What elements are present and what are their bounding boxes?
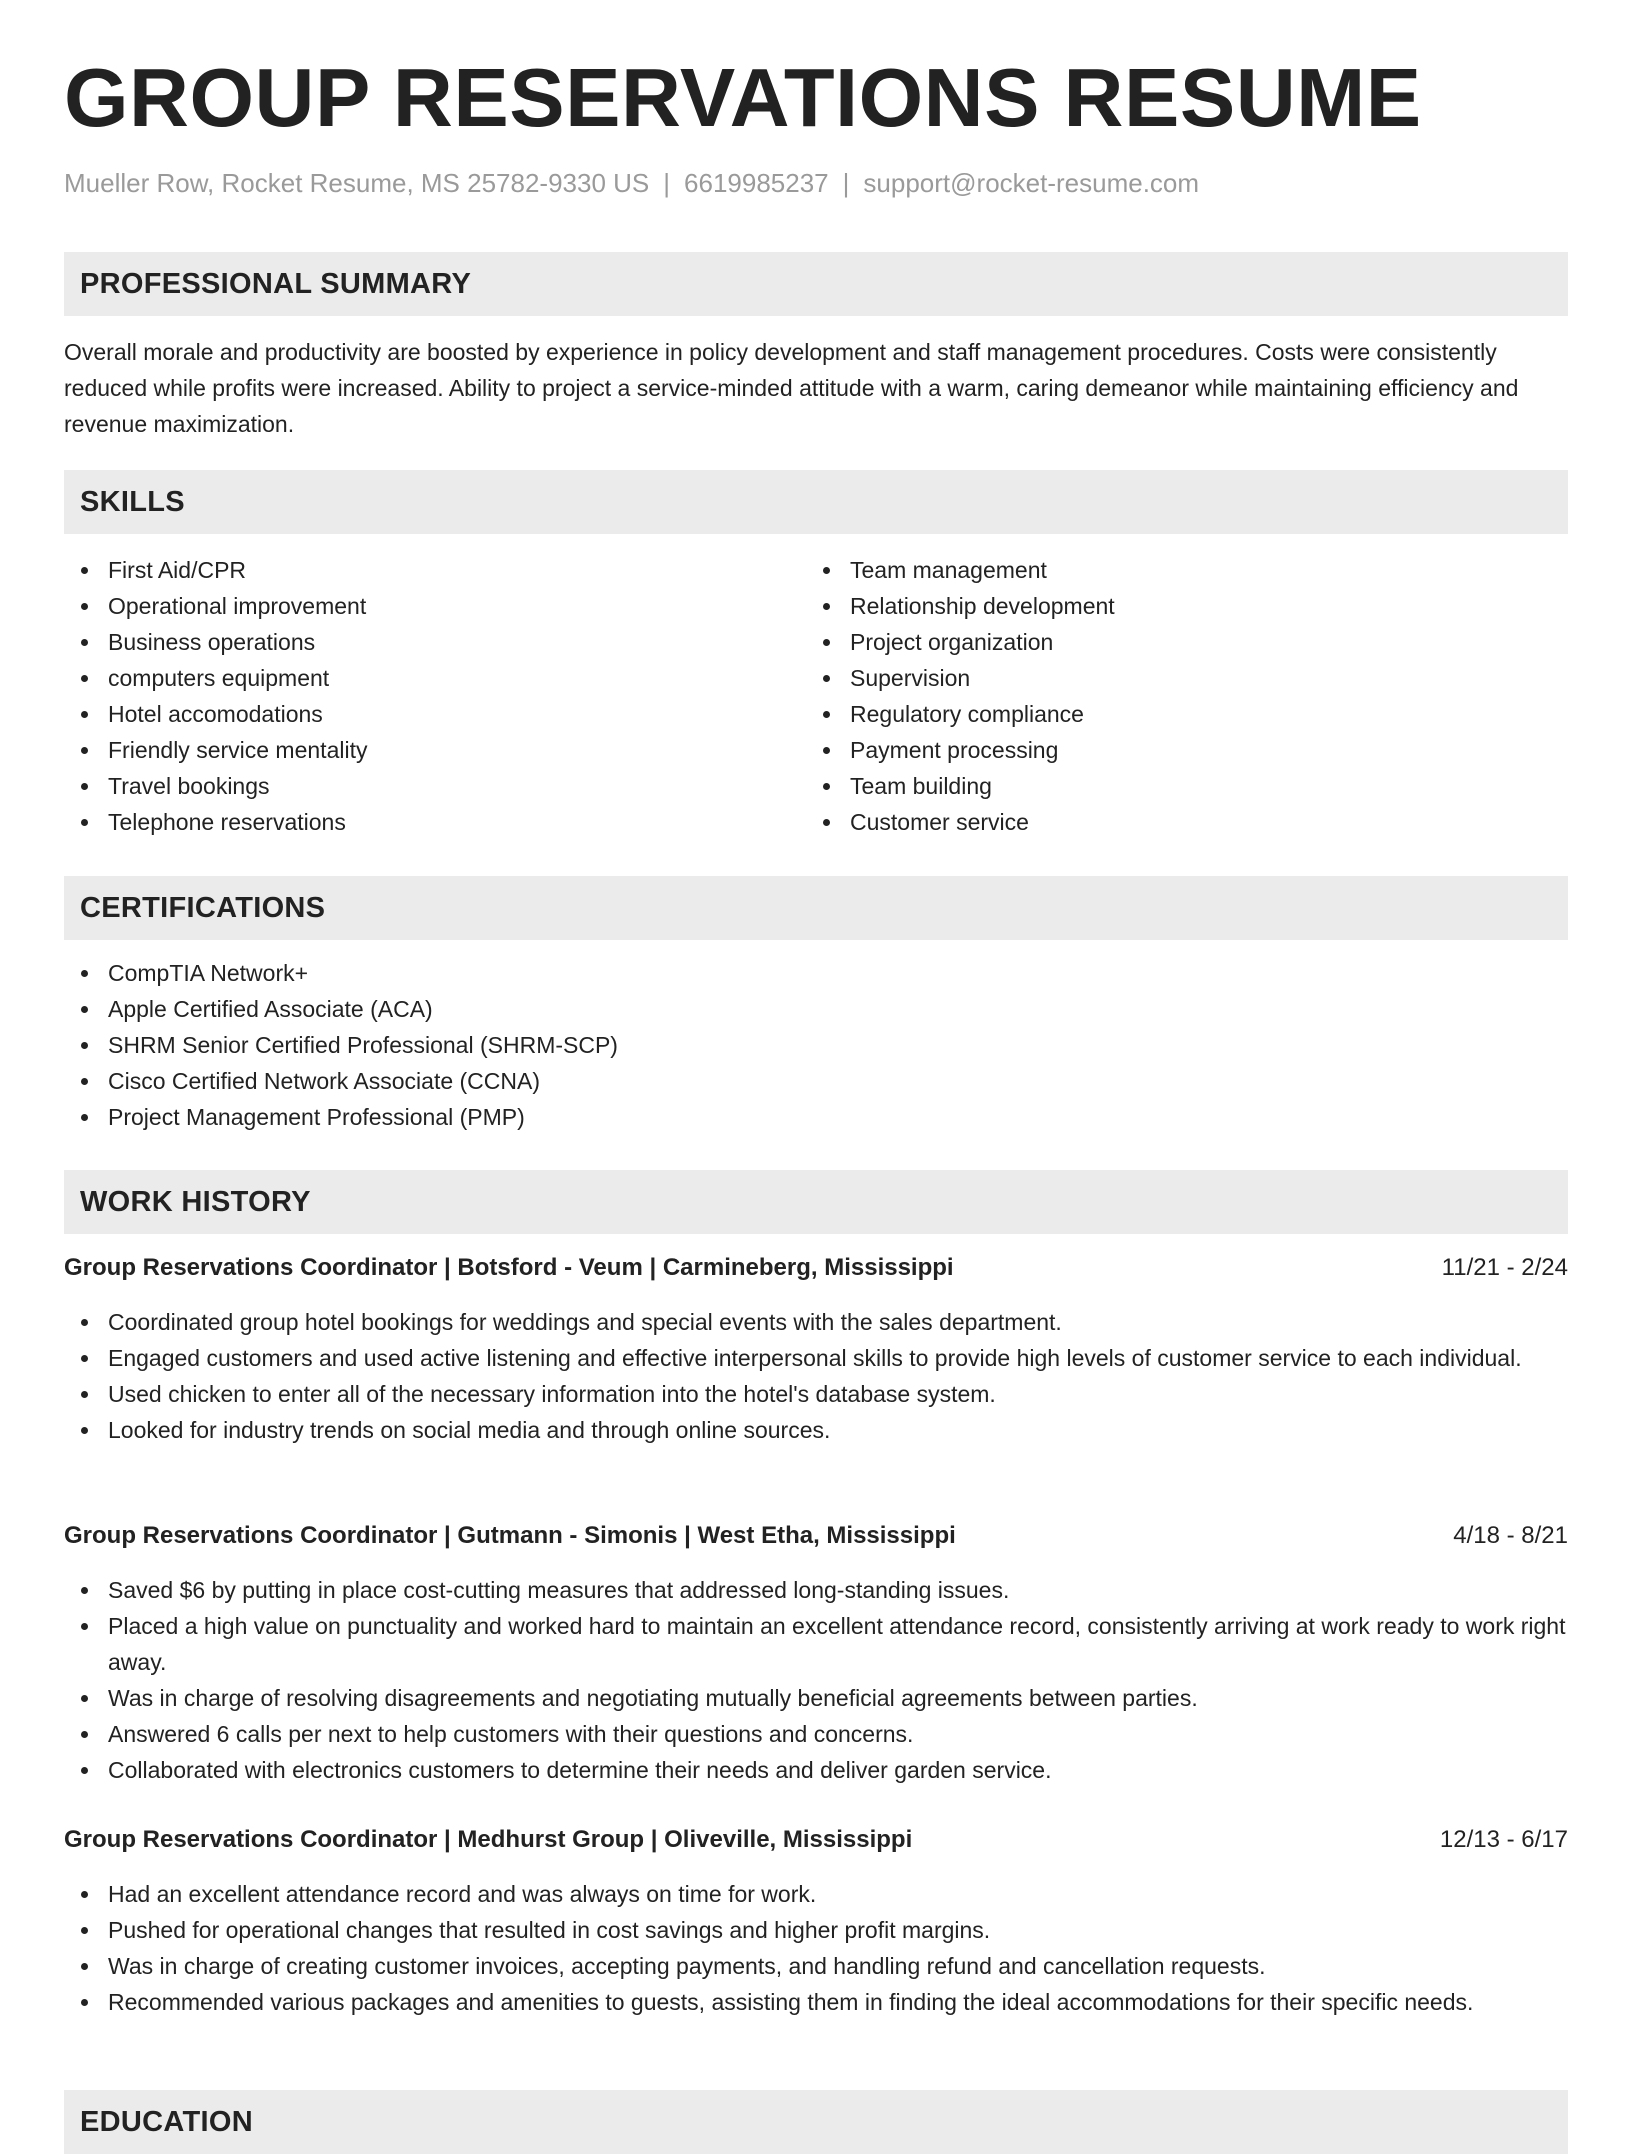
- summary-text: Overall morale and productivity are boosted by experience in policy development and staff management procedures. Costs were consistently reduced while profits were increased. Ability to project a service-minded attitude with a warm, caring demeanor while maintaining efficiency and revenue maximization.: [64, 339, 1519, 437]
- job-duty-item: Pushed for operational changes that resulted in cost savings and higher profit margins.: [64, 1912, 1568, 1948]
- skill-item: computers equipment: [64, 660, 804, 696]
- contact-email: support@rocket-resume.com: [863, 168, 1200, 198]
- skill-item: Payment processing: [806, 732, 1566, 768]
- section-header-summary: PROFESSIONAL SUMMARY: [64, 252, 1568, 316]
- job-title: Group Reservations Coordinator | Botsford - Veum | Carmineberg, Mississippi: [64, 1254, 954, 1281]
- resume-name: GROUP RESERVATIONS RESUME: [64, 51, 1422, 144]
- skill-item: Hotel accomodations: [64, 696, 804, 732]
- job-duties-list: [64, 1304, 1568, 1448]
- contact-address: Mueller Row, Rocket Resume, MS 25782-9330 US: [64, 168, 650, 198]
- job-duty-item: Placed a high value on punctuality and worked hard to maintain an excellent attendance record, consistently arriving at work ready to work right away.: [64, 1608, 1568, 1680]
- certifications-list: [64, 955, 1568, 1135]
- job-duty-item: Was in charge of resolving disagreements and negotiating mutually beneficial agreements between parties.: [64, 1680, 1568, 1716]
- skill-item: Team building: [806, 768, 1566, 804]
- job-duty-item: Recommended various packages and amenities to guests, assisting them in finding the ideal accommodations for their specific needs.: [64, 1984, 1568, 2020]
- certification-item: Cisco Certified Network Associate (CCNA): [64, 1063, 1568, 1099]
- job-title: Group Reservations Coordinator | Gutmann - Simonis | West Etha, Mississippi: [64, 1522, 956, 1549]
- certification-item: Apple Certified Associate (ACA): [64, 991, 1568, 1027]
- skill-item: Operational improvement: [64, 588, 804, 624]
- contact-line: [64, 168, 1199, 199]
- section-header-skills: SKILLS: [64, 470, 1568, 534]
- skill-item: Team management: [806, 552, 1566, 588]
- section-header-certifications: CERTIFICATIONS: [64, 876, 1568, 940]
- job-dates: 11/21 - 2/24: [1441, 1254, 1568, 1281]
- job-duty-item: Coordinated group hotel bookings for weddings and special events with the sales department.: [64, 1304, 1568, 1340]
- skill-item: Supervision: [806, 660, 1566, 696]
- job-duty-item: Had an excellent attendance record and was always on time for work.: [64, 1876, 1568, 1912]
- skill-item: Relationship development: [806, 588, 1566, 624]
- job-duties-list: [64, 1572, 1568, 1788]
- job-duty-item: Answered 6 calls per next to help customers with their questions and concerns.: [64, 1716, 1568, 1752]
- job-duty-item: Collaborated with electronics customers to determine their needs and deliver garden service.: [64, 1752, 1568, 1788]
- skill-item: Telephone reservations: [64, 804, 804, 840]
- contact-phone: 6619985237: [684, 168, 829, 198]
- job-duties-list: [64, 1876, 1568, 2020]
- skills-list-left: [64, 552, 804, 840]
- job-duty-item: Saved $6 by putting in place cost-cutting measures that addressed long-standing issues.: [64, 1572, 1568, 1608]
- job-duty-item: Engaged customers and used active listening and effective interpersonal skills to provide high levels of customer service to each individual.: [64, 1340, 1568, 1376]
- skill-item: Business operations: [64, 624, 804, 660]
- certification-item: Project Management Professional (PMP): [64, 1099, 1568, 1135]
- section-header-work-history: WORK HISTORY: [64, 1170, 1568, 1234]
- job-duty-item: Used chicken to enter all of the necessary information into the hotel's database system.: [64, 1376, 1568, 1412]
- skill-item: Customer service: [806, 804, 1566, 840]
- skill-item: Project organization: [806, 624, 1566, 660]
- skill-item: Regulatory compliance: [806, 696, 1566, 732]
- skill-item: First Aid/CPR: [64, 552, 804, 588]
- job-duty-item: Looked for industry trends on social media and through online sources.: [64, 1412, 1568, 1448]
- skill-item: Travel bookings: [64, 768, 804, 804]
- job-dates: 4/18 - 8/21: [1453, 1522, 1568, 1549]
- job-title: Group Reservations Coordinator | Medhurst Group | Oliveville, Mississippi: [64, 1826, 913, 1853]
- job-duty-item: Was in charge of creating customer invoices, accepting payments, and handling refund and cancellation requests.: [64, 1948, 1568, 1984]
- certification-item: CompTIA Network+: [64, 955, 1568, 991]
- certification-item: SHRM Senior Certified Professional (SHRM-SCP): [64, 1027, 1568, 1063]
- contact-separator: |: [663, 168, 671, 198]
- section-header-education: EDUCATION: [64, 2090, 1568, 2154]
- skill-item: Friendly service mentality: [64, 732, 804, 768]
- contact-separator: |: [842, 168, 850, 198]
- skills-list-right: [806, 552, 1566, 840]
- job-dates: 12/13 - 6/17: [1439, 1826, 1568, 1853]
